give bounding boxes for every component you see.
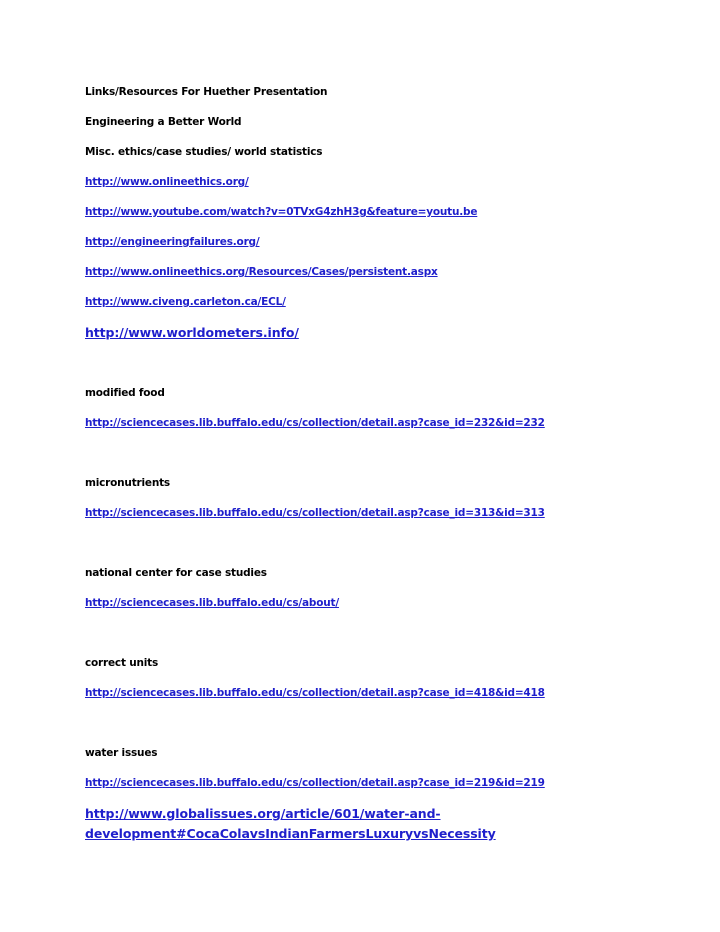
- link-civeng-carleton[interactable]: http://www.civeng.carleton.ca/ECL/: [85, 296, 286, 308]
- section-label-misc: Misc. ethics/case studies/ world statistics: [85, 146, 323, 158]
- link-correct-units-case[interactable]: http://sciencecases.lib.buffalo.edu/cs/collection/detail.asp?case_id=418&id=418: [85, 687, 545, 699]
- section-label-micronutrients: micronutrients: [85, 477, 170, 489]
- link-globalissues-line1[interactable]: http://www.globalissues.org/article/601/water-and-: [85, 806, 441, 821]
- link-national-center-about[interactable]: http://sciencecases.lib.buffalo.edu/cs/about/: [85, 597, 339, 609]
- section-label-modified-food: modified food: [85, 387, 165, 399]
- link-onlineethics-cases[interactable]: http://www.onlineethics.org/Resources/Cases/persistent.aspx: [85, 266, 438, 278]
- link-modified-food-case[interactable]: http://sciencecases.lib.buffalo.edu/cs/collection/detail.asp?case_id=232&id=232: [85, 417, 545, 429]
- link-water-issues-case[interactable]: http://sciencecases.lib.buffalo.edu/cs/collection/detail.asp?case_id=219&id=219: [85, 777, 545, 789]
- link-worldometers[interactable]: http://www.worldometers.info/: [85, 325, 299, 340]
- link-engineeringfailures[interactable]: http://engineeringfailures.org/: [85, 236, 260, 248]
- section-label-correct-units: correct units: [85, 657, 159, 669]
- link-micronutrients-case[interactable]: http://sciencecases.lib.buffalo.edu/cs/collection/detail.asp?case_id=313&id=313: [85, 507, 545, 519]
- link-globalissues-line2[interactable]: development#CocaColavsIndianFarmersLuxuryvsNecessity: [85, 826, 496, 841]
- section-label-national-center: national center for case studies: [85, 567, 267, 579]
- link-onlineethics[interactable]: http://www.onlineethics.org/: [85, 176, 249, 188]
- link-youtube[interactable]: http://www.youtube.com/watch?v=0TVxG4zhH3g&feature=youtu.be: [85, 206, 478, 218]
- section-label-water-issues: water issues: [85, 747, 158, 759]
- document-title: Links/Resources For Huether Presentation: [85, 86, 328, 98]
- document-subtitle: Engineering a Better World: [85, 116, 242, 128]
